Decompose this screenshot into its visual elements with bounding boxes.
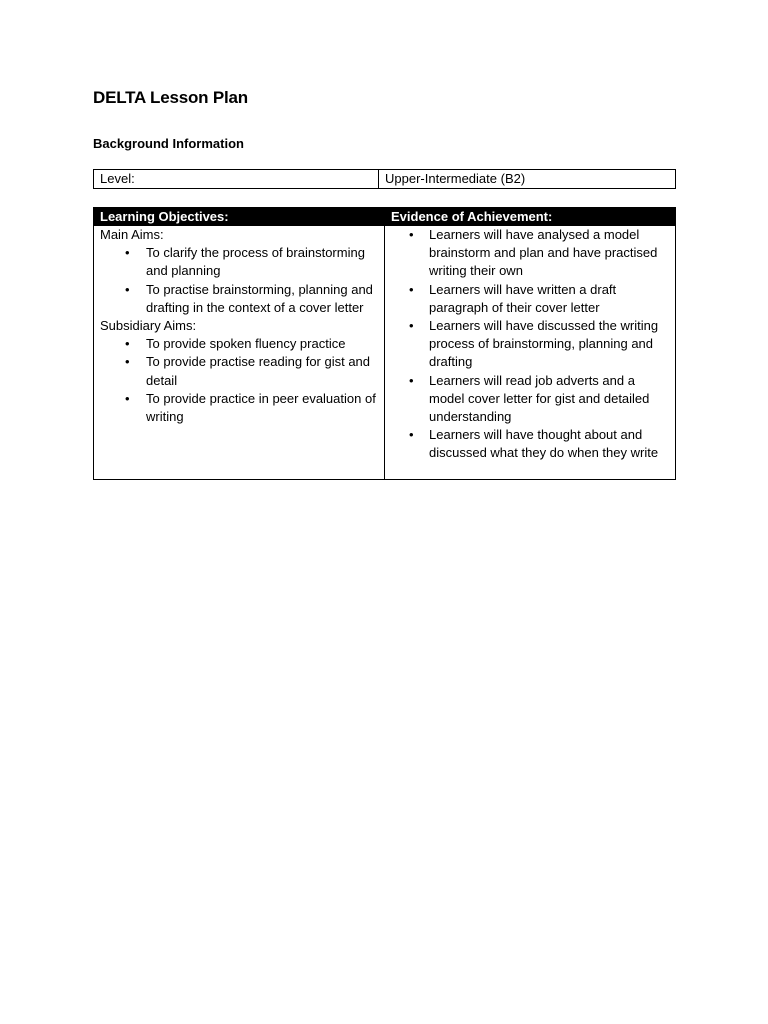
list-item: • Learners will have written a draft paragraph of their cover letter <box>409 281 617 315</box>
objectives-column <box>94 226 385 479</box>
list-item: • To practise brainstorming, planning and drafting in the context of a cover letter <box>125 281 373 315</box>
list-item: • Learners will have thought about and discussed what they do when they write <box>409 427 659 461</box>
bullet-icon: • <box>409 227 414 242</box>
main-aims-label: Main Aims: <box>100 227 164 242</box>
objectives-body <box>94 226 675 479</box>
objectives-header <box>94 208 675 226</box>
list-item: • To clarify the process of brainstorming and planning <box>125 245 365 279</box>
list-item: • Learners will have analysed a model brainstorm and plan and have practised writing their own <box>409 227 658 279</box>
bullet-icon: • <box>125 245 130 261</box>
bullet-icon: • <box>125 390 130 406</box>
bullet-icon: • <box>409 318 414 334</box>
level-table <box>93 169 676 189</box>
level-value: Upper-Intermediate (B2) <box>385 171 526 186</box>
bullet-icon: • <box>125 354 130 370</box>
list-item: • Learners will read job adverts and a model cover letter for gist and detailed understanding <box>409 372 650 425</box>
learning-objectives-header: Learning Objectives: <box>100 209 229 224</box>
background-heading: Background Information <box>93 136 244 151</box>
objectives-table <box>93 207 676 480</box>
level-label: Level: <box>94 170 379 188</box>
bullet-icon: • <box>125 336 130 352</box>
subsidiary-aims-label: Subsidiary Aims: <box>100 318 197 334</box>
list-item: • Learners will have discussed the writing process of brainstorming, planning and drafting <box>409 318 659 370</box>
bullet-icon: • <box>409 281 414 297</box>
evidence-column <box>385 226 675 479</box>
bullet-icon: • <box>125 281 130 297</box>
subsidiary-aims-list <box>100 335 378 426</box>
evidence-header: Evidence of Achievement: <box>391 209 553 224</box>
list-item: • To provide practise reading for gist and detail <box>125 354 371 388</box>
main-aims-list <box>100 244 378 317</box>
bullet-icon: • <box>409 427 414 443</box>
bullet-icon: • <box>409 372 414 388</box>
list-item: • To provide spoken fluency practice <box>100 335 378 353</box>
page-title: DELTA Lesson Plan <box>93 88 248 107</box>
list-item: • To provide practice in peer evaluation of writing <box>125 390 376 425</box>
evidence-list <box>405 226 669 463</box>
